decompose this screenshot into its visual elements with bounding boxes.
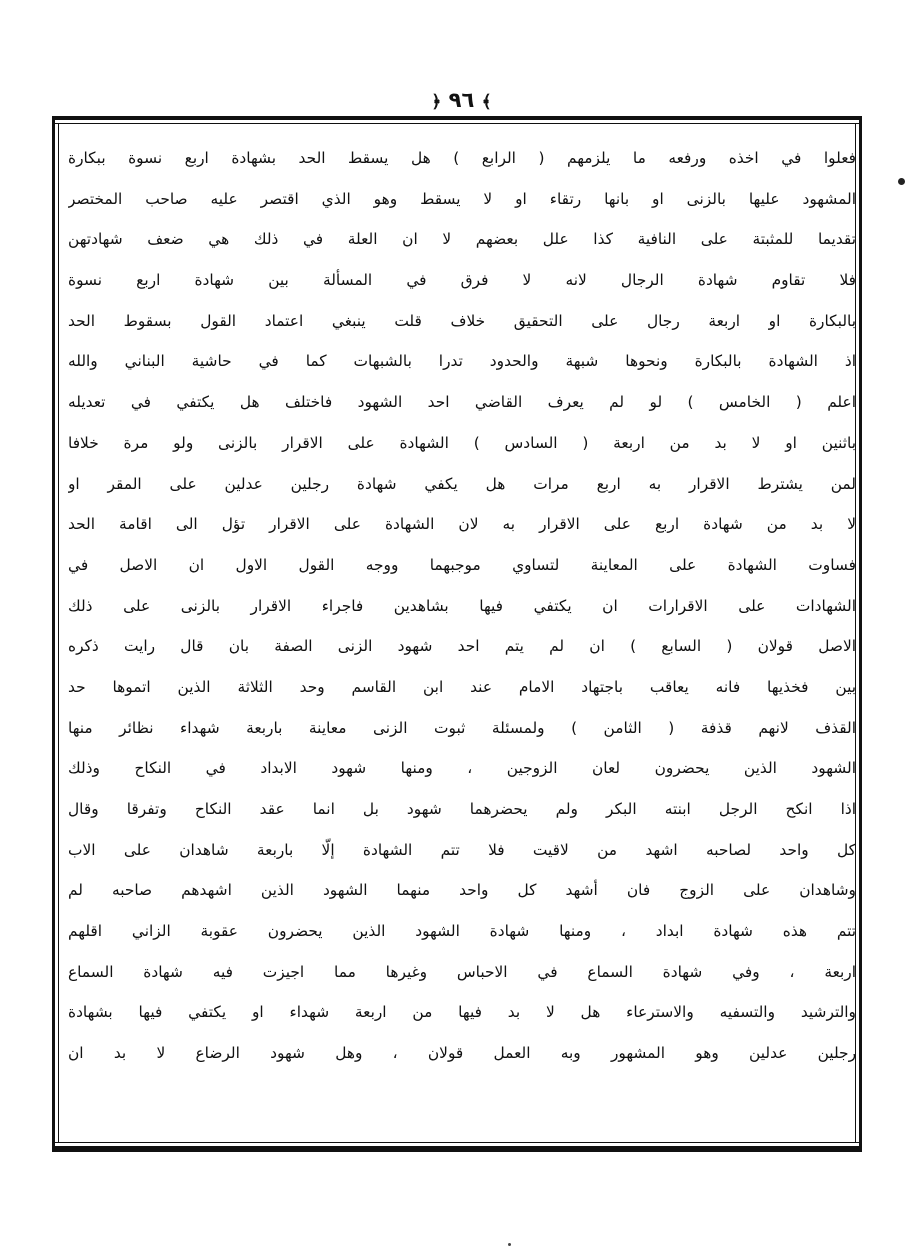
frame-top-thin-rule bbox=[52, 123, 862, 124]
frame-bottom-thick-rule bbox=[52, 1146, 862, 1152]
frame-left-inner-rule bbox=[58, 123, 59, 1143]
text-line: كل واحد لصاحبه اشهد من لاقيت فلا تتم الشهادة إلّا باربعة شاهدان على الاب bbox=[68, 840, 856, 859]
text-line: الاصل قولان ( السابع ) ان لم يتم احد شهود الزنى الصفة بان قال رايت ذكره bbox=[68, 637, 856, 656]
frame-top-thick-rule bbox=[52, 116, 862, 120]
text-line: تتم هذه شهادة ابداد ، ومنها شهادة الشهود الذين يحضرون عقوبة الزاني اقلهم bbox=[68, 922, 856, 941]
text-line: اعلم ( الخامس ) لو لم يعرف القاضي احد الشهود فاختلف هل يكتفي في تعديله bbox=[68, 393, 856, 412]
text-line: بين فخذيها فانه يعاقب باجتهاد الامام عند ابن القاسم وحد الثلاثة الذين اتموها حد bbox=[68, 677, 856, 696]
frame-right-rule bbox=[859, 116, 862, 1152]
text-line: بالبكارة او اربعة رجال على التحقيق خلاف قلت ينبغي اعتماد القول بسقوط الحد bbox=[68, 311, 856, 330]
text-line: فساوت الشهادة على المعاينة لتساوي موجبهما ووجه القول الاول ان الاصل في bbox=[68, 555, 856, 574]
text-line: لا بد من شهادة اربع على الاقرار به لان الشهادة على الاقرار تؤل الى اقامة الحد bbox=[68, 515, 856, 534]
text-line: وشاهدان على الزوج فان أشهد كل واحد منهما الشهود الذين اشهدهم صاحبه لم bbox=[68, 881, 856, 900]
page-number: ٩٦ bbox=[448, 88, 475, 112]
text-line: والترشيد والتسفيه والاسترعاء هل لا بد فيها من اربعة شهداء او يكتفي فيها بشهادة bbox=[68, 1003, 856, 1022]
text-line: فعلوا في اخذه ورفعه ما يلزمهم ( الرابع ) هل يسقط الحد بشهادة اربع نسوة ببكارة bbox=[68, 149, 856, 167]
text-line: رجلين عدلين وهو المشهور وبه العمل قولان ، وهل شهود الرضاع لا بد ان bbox=[68, 1044, 856, 1063]
text-line: اربعة ، وفي شهادة السماع في الاحباس وغيرها مما اجيزت فيه شهادة السماع bbox=[68, 962, 856, 981]
frame-bottom-thin-rule bbox=[52, 1142, 862, 1143]
text-line: اذ الشهادة بالبكارة ونحوها شبهة والحدود تدرا بالشبهات كما في حاشية البناني والله bbox=[68, 352, 856, 371]
text-line: القذف لانهم قذفة ( الثامن ) ولمسئلة ثبوت الزنى معاينة باربعة شهداء نظائر منها bbox=[68, 718, 856, 737]
frame-left-rule bbox=[52, 116, 55, 1152]
text-line: اذا انكح الرجل ابنته البكر ولم يحضرهما شهود بل انما عقد النكاح وتفرقا وقال bbox=[68, 800, 856, 818]
body-text bbox=[68, 138, 856, 1074]
ornament-right-bracket: ﴾ bbox=[481, 92, 492, 112]
text-line: فلا تقاوم شهادة الرجال لانه لا فرق في المسألة بين شهادة اربع نسوة bbox=[68, 271, 856, 290]
page-header bbox=[0, 88, 923, 112]
text-line: تقديما للمثبتة على النافية كذا علل بعضهم لا ان العلة في ذلك هي ضعف شهادتهن bbox=[68, 230, 856, 249]
text-line: باثنين او لا بد من اربعة ( السادس ) الشهادة على الاقرار بالزنى ولو مرة خلافا bbox=[68, 433, 856, 452]
ornament-left-bracket: ﴿ bbox=[431, 92, 442, 112]
text-line: الشهادات على الاقرارات ان يكتفي فيها بشاهدين فاجراء الاقرار بالزنى على ذلك bbox=[68, 596, 856, 615]
text-line: الشهود الذين يحضرون لعان الزوجين ، ومنها شهود الابداد في النكاح وذلك bbox=[68, 759, 856, 778]
margin-dot bbox=[898, 178, 905, 185]
text-line: المشهود عليها بالزنى او بانها رتقاء او لا يسقط وهو الذي اقتصر عليه صاحب المختصر bbox=[68, 189, 856, 208]
text-line: لمن يشترط الاقرار به اربع مرات هل يكفي شهادة رجلين عدلين على المقر او bbox=[68, 474, 856, 493]
footer-dot bbox=[508, 1243, 511, 1246]
